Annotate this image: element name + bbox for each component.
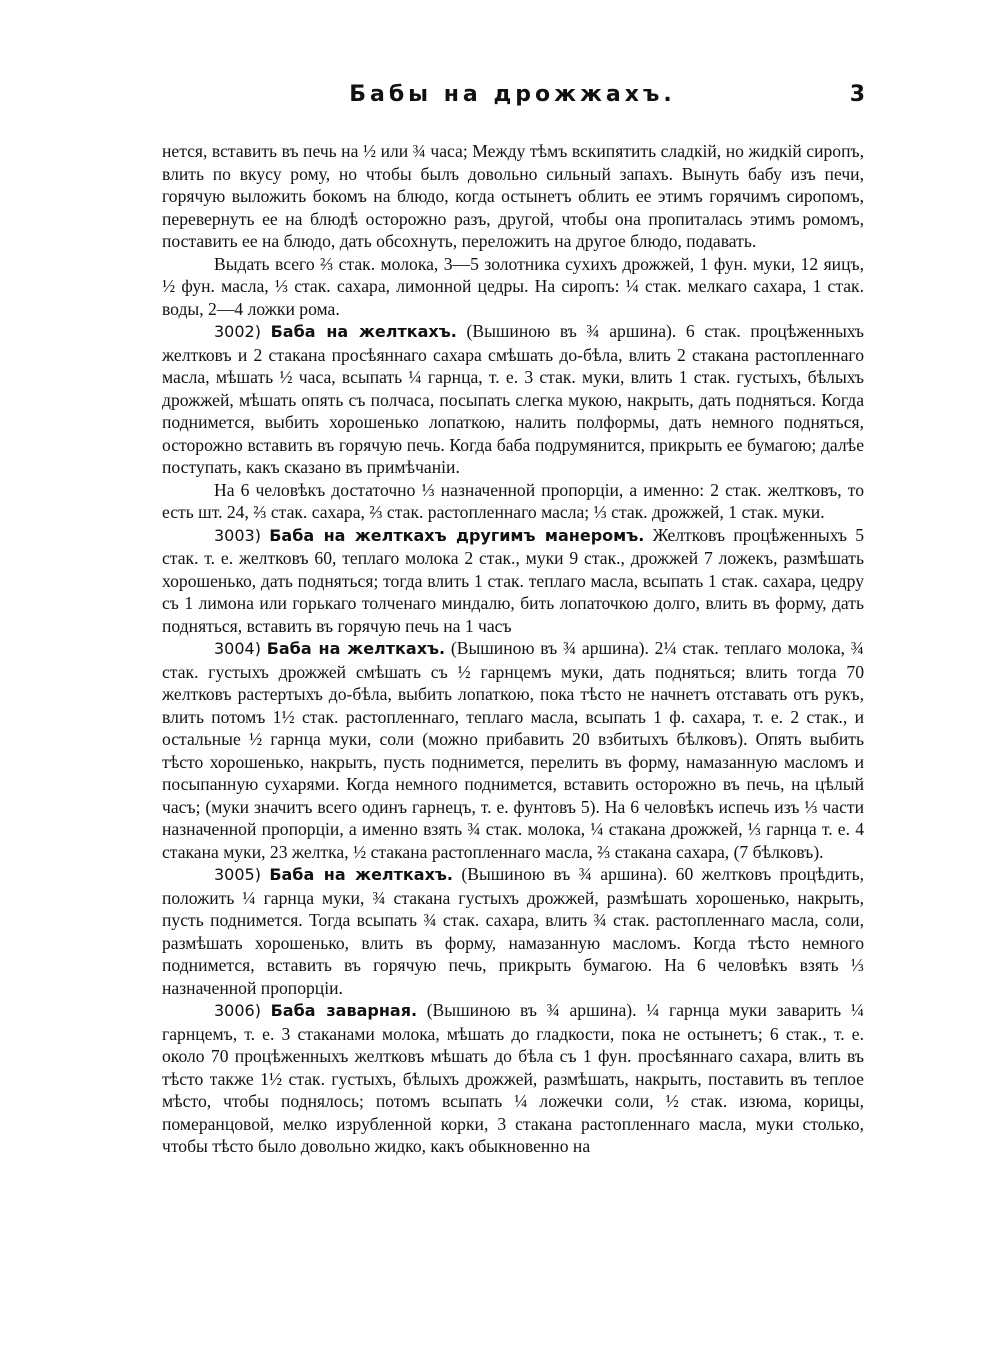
recipe-text: Желтковъ процѣженныхъ 5 стак. т. е. желтковъ 60, теплаго молока 2 стак., муки 9 стак., дрожжей 7 ложекъ, размѣшать хорошенько, дать подняться; тогда влить 1 стак. теплаго масла, всыпать 1 стак. сахара, цедру съ 1 лимона или горькаго толченаго миндалю, бить лопаточкою долго, влить въ форму, дать подняться, вставить въ горячую печь на 1 часъ <box>162 524 865 636</box>
recipe-title: Баба на желткахъ. <box>269 865 453 884</box>
recipe-number: 3005) <box>214 865 261 884</box>
recipe-3004 <box>162 637 864 863</box>
recipe-title: Баба на желткахъ другимъ манеромъ. <box>269 525 645 545</box>
page-header <box>160 82 865 118</box>
recipe-text: (Вышиною въ ¾ аршина). ¼ гарнца муки заварить ¼ гарнцемъ, т. е. 3 стаканами молока, мѣшать до гладкости, пока не остынетъ; 6 стак., т. е. около 70 процѣженныхъ желтковъ мѣшать до бѣла съ 1 фун. просѣяннаго сахара, влить въ тѣсто также 1½ стак. густыхъ, бѣлыхъ дрожжей, размѣшать, накрыть, поставить въ теплое мѣсто, чтобы поднялось; потомъ всыпать ¼ ложечки соли, ½ стак. изюма, корицы, померанцовой, мелко изрубленной корки, 3 стакана растопленнаго масла, муки столько, чтобы тѣсто было довольно жидко, какъ обыкновенно на <box>162 1000 864 1156</box>
recipe-number: 3004) <box>214 639 261 658</box>
paragraph-text: На 6 человѣкъ достаточно ⅓ назначенной пропорціи, а именно: 2 стак. желтковъ, то есть шт. 24, ⅔ стак. сахара, ⅔ стак. растопленнаго масла; ⅓ стак. дрожжей, 1 стак. муки. <box>162 479 864 522</box>
paragraph-supplies <box>162 253 864 321</box>
recipe-text: (Вышиною въ ¾ аршина). 60 желтковъ процѣдить, положить ¼ гарнца муки, ¾ стакана густыхъ дрожжей, размѣшать хорошенько, накрыть, пусть поднимется. Тогда всыпать ¾ стак. сахара, влить ¾ стак. растопленнаго масла, соли, размѣшать хорошенько, влить въ форму, намазанную масломъ. Когда тѣсто немного поднимется, вставить въ горячую печь, прикрыть бумагою. На 6 человѣкъ взять ⅓ назначенной пропорціи. <box>162 864 864 998</box>
paragraph-text: Выдать всего ⅔ стак. молока, 3—5 золотника сухихъ дрожжей, 1 фун. муки, 12 яицъ, ½ фун. масла, ⅓ стак. сахара, лимонной цедры. На сиропъ: ¼ стак. мелкаго сахара, 1 стак. воды, 2—4 ложки рома. <box>162 253 864 319</box>
recipe-text: (Вышиною въ ¾ аршина). 6 стак. процѣженныхъ желтковъ и 2 стакана просѣяннаго сахара смѣшать до-бѣла, влить 2 стакана растопленнаго масла, мѣшать ½ часа, всыпать ¼ гарнца, т. е. 3 стак. муки, влить 1 стак. густыхъ, бѣлыхъ дрожжей, мѣшать опять съ полчаса, посыпать слегка мукою, накрыть, дать подняться. Когда поднимется, выбить хорошенько лопаткою, налить полформы, дать немного подняться, осторожно вставить въ горячую печь. Когда баба подрумянится, прикрыть ее бумагою; далѣе поступать, какъ сказано въ примѣчаніи. <box>162 321 864 477</box>
recipe-title: Баба на желткахъ. <box>266 639 446 658</box>
body-text <box>162 140 864 1158</box>
page-number: 3 <box>849 82 865 107</box>
recipe-text: (Вышиною въ ¾ аршина). 2¼ стак. теплаго молока, ¾ стак. густыхъ дрожжей смѣшать съ ½ гарнцемъ муки, дать подняться; влить тогда 70 желтковъ растертыхъ до-бѣла, выбить лопаткою, пока тѣсто не начнетъ отставать отъ рукъ, влить потомъ 1½ стак. растопленнаго, теплаго масла, всыпать 1 ф. сахара, т. е. 2 стак., и остальные ½ гарнца муки, соли (можно прибавить 20 взбитыхъ бѣлковъ). Опять выбить тѣсто хорошенько, накрыть, пусть поднимется, перелить въ форму, намазанную масломъ и посыпанную сухарями. Когда немного поднимется, вставить осторожно въ печь, на цѣлый часъ; (муки значитъ всего одинъ гарнецъ, т. е. фунтовъ 5). На 6 человѣкъ испечь изъ ⅓ части назначенной пропорціи, а именно взять ¾ стак. молока, ¼ стакана дрожжей, ⅓ гарнца т. е. 4 стакана муки, 23 желтка, ½ стакана растопленнаго масла, ⅔ стакана сахара, (7 бѣлковъ). <box>162 638 864 862</box>
paragraph-text: нется, вставить въ печь на ½ или ¾ часа; Между тѣмъ вскипятить сладкій, но жидкій сиропъ, влить по вкусу рому, но чтобы былъ довольно сильный запахъ. Вынуть бабу изъ печи, горячую выложить бокомъ на блюдо, когда остынетъ облить ее этимъ горячимъ сиропомъ, перевернуть ее на блюдѣ осторожно разъ, другой, чтобы она пропиталась этимъ ромомъ, поставить ее на блюдо, дать обсохнуть, переложить на другое блюдо, подавать. <box>162 141 864 251</box>
recipe-number: 3003) <box>214 525 261 545</box>
recipe-3005 <box>162 863 864 999</box>
recipe-3002-portion <box>162 479 864 524</box>
running-title: Бабы на дрожжахъ. <box>349 82 676 107</box>
paragraph-continuation <box>162 140 864 253</box>
recipe-3003 <box>162 524 864 638</box>
recipe-title: Баба заварная. <box>270 1001 418 1020</box>
recipe-3002 <box>162 320 864 479</box>
recipe-number: 3002) <box>214 322 261 341</box>
recipe-title: Баба на желткахъ. <box>270 322 457 341</box>
recipe-3006 <box>162 999 864 1158</box>
recipe-number: 3006) <box>214 1001 261 1020</box>
